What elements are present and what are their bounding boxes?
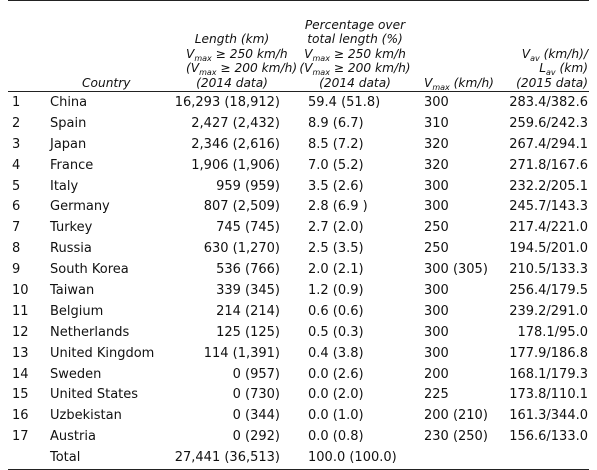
vmax-cell: 200 (210) xyxy=(424,408,488,424)
table-row xyxy=(0,323,597,344)
percentage-cell: 1.2 (0.9) xyxy=(308,283,364,299)
percentage-cell: 2.8 (6.9 ) xyxy=(308,199,368,215)
percentage-cell: 3.5 (2.6) xyxy=(308,178,364,194)
country-cell: Netherlands xyxy=(50,324,130,340)
vmax-cell: 300 xyxy=(424,324,449,340)
vav-cell: 194.5/201.0 xyxy=(509,241,588,257)
vav-cell: 239.2/291.0 xyxy=(509,303,588,319)
country-cell: United Kingdom xyxy=(50,345,155,361)
vav-cell: 232.2/205.1 xyxy=(509,178,588,194)
country-cell: Belgium xyxy=(50,303,104,319)
vav-cell: 210.5/133.3 xyxy=(509,262,588,278)
table-row xyxy=(0,344,597,365)
country-cell: Austria xyxy=(50,429,96,445)
header-length-line: (2014 data) xyxy=(196,75,268,90)
rank-cell: 8 xyxy=(12,241,21,257)
percentage-cell: 2.7 (2.0) xyxy=(308,220,364,236)
header-rule xyxy=(8,91,589,92)
table-row xyxy=(0,218,597,239)
vmax-cell: 230 (250) xyxy=(424,429,488,445)
length-cell: 745 (745) xyxy=(216,220,280,236)
country-cell: South Korea xyxy=(50,262,129,278)
table-row xyxy=(0,135,597,156)
length-cell: 807 (2,509) xyxy=(203,199,280,215)
total-length-cell: 27,441 (36,513) xyxy=(174,450,280,466)
header-length-line: $V_{max} \ge 250$ km/h xyxy=(186,46,288,63)
vav-cell: 259.6/242.3 xyxy=(509,115,588,131)
vav-cell: 256.4/179.5 xyxy=(509,283,588,299)
vav-cell: 178.1/95.0 xyxy=(517,324,588,340)
vav-cell: 161.3/344.0 xyxy=(509,408,588,424)
rank-cell: 1 xyxy=(12,95,21,110)
table-row xyxy=(0,197,597,218)
header-percentage xyxy=(290,4,420,90)
rank-cell: 11 xyxy=(12,303,29,319)
rank-cell: 7 xyxy=(12,220,21,236)
country-cell: France xyxy=(50,157,94,173)
percentage-cell: 0.5 (0.3) xyxy=(308,324,364,340)
rank-cell: 2 xyxy=(12,115,21,131)
vmax-cell: 300 xyxy=(424,283,449,299)
table-row xyxy=(0,93,597,114)
rank-cell: 15 xyxy=(12,387,29,403)
vav-cell: 267.4/294.1 xyxy=(509,136,588,152)
country-cell: China xyxy=(50,95,88,110)
percentage-cell: 2.0 (2.1) xyxy=(308,262,364,278)
percentage-cell: 59.4 (51.8) xyxy=(308,95,381,110)
header-country xyxy=(82,4,142,90)
length-cell: 125 (125) xyxy=(216,324,280,340)
length-cell: 536 (766) xyxy=(216,262,280,278)
length-cell: 0 (957) xyxy=(232,366,280,382)
table-row xyxy=(0,302,597,323)
length-cell: 630 (1,270) xyxy=(203,241,280,257)
vmax-cell: 300 xyxy=(424,199,449,215)
rank-cell: 3 xyxy=(12,136,21,152)
table-body xyxy=(0,93,597,469)
table-row xyxy=(0,385,597,406)
country-cell: Taiwan xyxy=(50,283,95,299)
table-top-rule xyxy=(8,0,589,1)
table-row xyxy=(0,156,597,177)
country-cell: Spain xyxy=(50,115,87,131)
header-length xyxy=(186,4,298,90)
vav-cell: 245.7/143.3 xyxy=(509,199,588,215)
length-cell: 114 (1,391) xyxy=(203,345,280,361)
percentage-cell: 0.0 (2.0) xyxy=(308,387,364,403)
country-cell: Japan xyxy=(50,136,87,152)
length-cell: 959 (959) xyxy=(216,178,280,194)
vmax-cell: 300 xyxy=(424,345,449,361)
rank-cell: 16 xyxy=(12,408,29,424)
vmax-cell: 225 xyxy=(424,387,449,403)
header-vmax xyxy=(424,4,496,90)
rank-cell: 13 xyxy=(12,345,29,361)
table-row xyxy=(0,281,597,302)
table-row xyxy=(0,114,597,135)
total-percentage-cell: 100.0 (100.0) xyxy=(308,450,397,466)
length-cell: 214 (214) xyxy=(216,303,280,319)
table-row xyxy=(0,365,597,386)
header-percentage-line: Percentage over xyxy=(304,17,406,32)
percentage-cell: 0.0 (0.8) xyxy=(308,429,364,445)
header-percentage-line: $V_{max} \ge 250$ km/h xyxy=(304,46,406,63)
table-row xyxy=(0,177,597,198)
vmax-cell: 310 xyxy=(424,115,449,131)
header-percentage-line: ($V_{max} \ge 200$ km/h) xyxy=(299,61,411,78)
percentage-cell: 8.5 (7.2) xyxy=(308,136,364,152)
country-cell: Russia xyxy=(50,241,92,257)
country-cell: Germany xyxy=(50,199,110,215)
vav-cell: 217.4/221.0 xyxy=(509,220,588,236)
header-percentage-line: total length (%) xyxy=(307,32,403,47)
vav-cell: 271.8/167.6 xyxy=(509,157,588,173)
vmax-cell: 320 xyxy=(424,136,449,152)
vmax-cell: 250 xyxy=(424,241,449,257)
header-length-line: ($V_{max} \ge 200$ km/h) xyxy=(186,61,298,78)
vav-cell: 283.4/382.6 xyxy=(509,95,588,110)
country-cell: Turkey xyxy=(50,220,93,236)
vav-cell: 173.8/110.1 xyxy=(509,387,588,403)
header-vav xyxy=(506,4,588,90)
header-length-line: Length (km) xyxy=(194,32,270,47)
header-country-label: Country xyxy=(82,75,131,90)
vmax-cell: 300 xyxy=(424,303,449,319)
length-cell: 0 (292) xyxy=(232,429,280,445)
rank-cell: 9 xyxy=(12,262,21,278)
vmax-cell: 300 (305) xyxy=(424,262,488,278)
rank-cell: 12 xyxy=(12,324,29,340)
header-vav-line: $L_{av}$ (km) xyxy=(539,61,588,78)
header-vav-line: $V_{av}$ (km/h)/ xyxy=(521,46,588,63)
length-cell: 339 (345) xyxy=(216,283,280,299)
header-percentage-line: (2014 data) xyxy=(319,75,391,90)
vav-cell: 168.1/179.3 xyxy=(509,366,588,382)
vmax-cell: 320 xyxy=(424,157,449,173)
vmax-cell: 300 xyxy=(424,95,449,110)
length-cell: 1,906 (1,906) xyxy=(191,157,280,173)
percentage-cell: 0.4 (3.8) xyxy=(308,345,364,361)
percentage-cell: 8.9 (6.7) xyxy=(308,115,364,131)
vmax-cell: 200 xyxy=(424,366,449,382)
length-cell: 0 (730) xyxy=(232,387,280,403)
table-row xyxy=(0,260,597,281)
total-label: Total xyxy=(50,450,81,466)
total-row xyxy=(0,448,597,469)
percentage-cell: 0.0 (2.6) xyxy=(308,366,364,382)
vav-cell: 177.9/186.8 xyxy=(509,345,588,361)
percentage-cell: 0.6 (0.6) xyxy=(308,303,364,319)
length-cell: 2,346 (2,616) xyxy=(191,136,280,152)
rank-cell: 4 xyxy=(12,157,21,173)
header-vav-line: (2015 data) xyxy=(516,75,588,90)
percentage-cell: 7.0 (5.2) xyxy=(308,157,364,173)
length-cell: 2,427 (2,432) xyxy=(191,115,280,131)
vav-cell: 156.6/133.0 xyxy=(509,429,588,445)
country-cell: Italy xyxy=(50,178,79,194)
country-cell: Uzbekistan xyxy=(50,408,122,424)
length-cell: 16,293 (18,912) xyxy=(174,95,280,110)
rank-cell: 6 xyxy=(12,199,21,215)
table-row xyxy=(0,427,597,448)
rank-cell: 17 xyxy=(12,429,29,445)
length-cell: 0 (344) xyxy=(232,408,280,424)
country-cell: Sweden xyxy=(50,366,102,382)
rank-cell: 10 xyxy=(12,283,29,299)
percentage-cell: 0.0 (1.0) xyxy=(308,408,364,424)
rank-cell: 14 xyxy=(12,366,29,382)
country-cell: United States xyxy=(50,387,139,403)
vmax-cell: 300 xyxy=(424,178,449,194)
header-vmax-label: $V_{max}$ (km/h) xyxy=(424,75,494,92)
percentage-cell: 2.5 (3.5) xyxy=(308,241,364,257)
table-row xyxy=(0,239,597,260)
rank-cell: 5 xyxy=(12,178,21,194)
table-row xyxy=(0,406,597,427)
vmax-cell: 250 xyxy=(424,220,449,236)
